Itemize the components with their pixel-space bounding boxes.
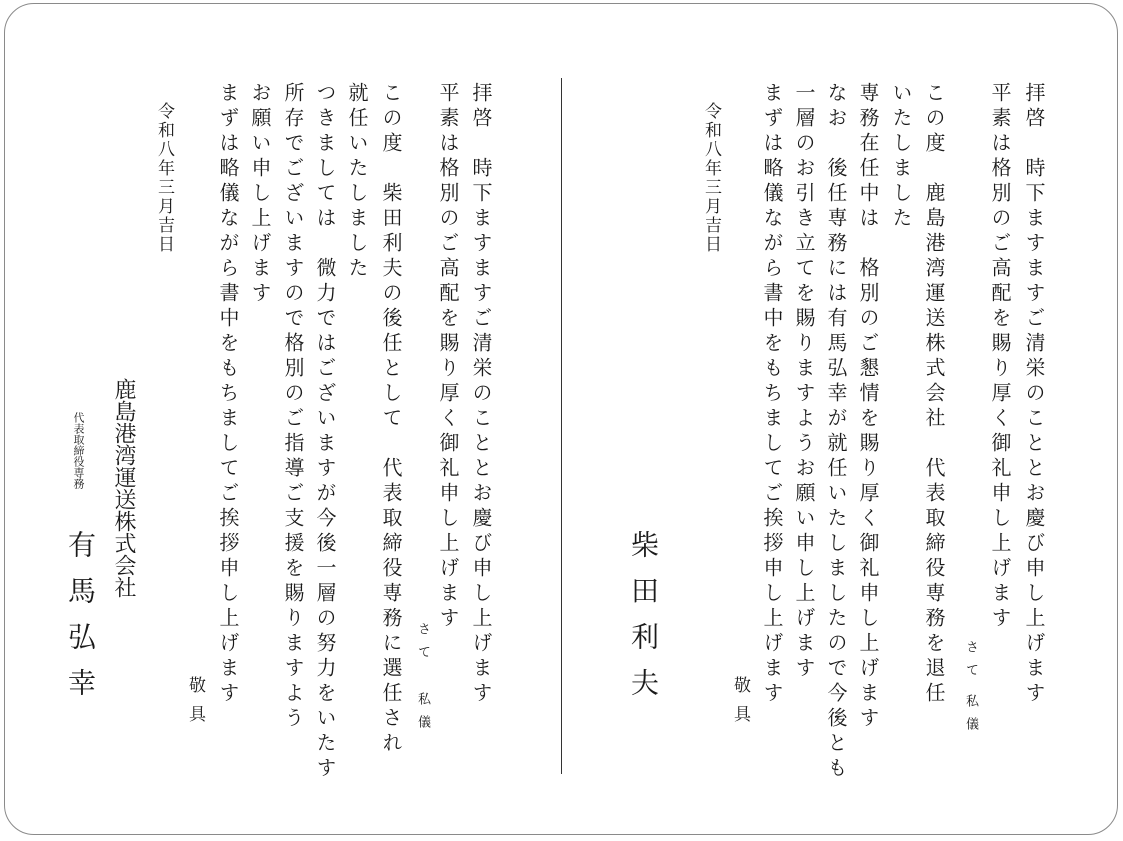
right-letter-closing: 敬具 xyxy=(730,676,750,734)
left-letter-signer-name: 有馬弘幸 xyxy=(64,530,97,714)
right-letter-line-3: この度 鹿島港湾運送株式会社 代表取締役専務を退任 xyxy=(922,82,946,707)
left-letter-sate: さて xyxy=(415,622,430,668)
left-letter-watakushi: 私儀 xyxy=(415,692,430,738)
left-letter-line-6: 所存でございますので格別のご指導ご支援を賜りますよう xyxy=(281,82,305,732)
right-letter-sate: さて xyxy=(963,640,978,686)
left-letter-line-8: まずは略儀ながら書中をもちましてご挨拶申し上げます xyxy=(216,82,240,707)
right-letter-line-5: 専務在任中は 格別のご懇情を賜り厚く御礼申し上げます xyxy=(856,82,880,732)
left-letter-line-3: この度 柴田利夫の後任として 代表取締役専務に選任され xyxy=(379,82,403,757)
left-letter-line-5: つきましては 微力ではございますが今後一層の努力をいたす xyxy=(313,82,337,782)
left-letter-signer-title: 代表取締役専務 xyxy=(72,412,85,489)
right-letter-line-7: 一層のお引き立てを賜りますようお願い申し上げます xyxy=(792,82,816,682)
left-letter-date: 令和八年三月吉日 xyxy=(154,102,174,254)
right-letter-line-2: 平素は格別のご高配を賜り厚く御礼申し上げます xyxy=(988,82,1012,632)
left-letter-closing: 敬具 xyxy=(185,676,205,734)
right-letter-date: 令和八年三月吉日 xyxy=(701,102,721,254)
left-letter-line-1: 拝啓 時下ますますご清栄のこととお慶び申し上げます xyxy=(469,82,493,707)
right-letter-line-8: まずは略儀ながら書中をもちましてご挨拶申し上げます xyxy=(760,82,784,707)
left-letter-line-4: 就任いたしました xyxy=(345,82,369,282)
left-letter-company: 鹿島港湾運送株式会社 xyxy=(111,378,136,598)
right-letter-line-1: 拝啓 時下ますますご清栄のこととお慶び申し上げます xyxy=(1022,82,1046,707)
right-letter-line-6: なお 後任専務には有馬弘幸が就任いたしましたので今後とも xyxy=(824,82,848,782)
right-letter-line-4: いたしました xyxy=(889,82,913,232)
right-letter-watakushi: 私儀 xyxy=(963,694,978,740)
center-divider xyxy=(561,78,562,774)
right-letter-signer-name: 柴田利夫 xyxy=(627,530,660,714)
left-letter-line-2: 平素は格別のご高配を賜り厚く御礼申し上げます xyxy=(436,82,460,632)
left-letter-line-7: お願い申し上げます xyxy=(248,82,272,307)
